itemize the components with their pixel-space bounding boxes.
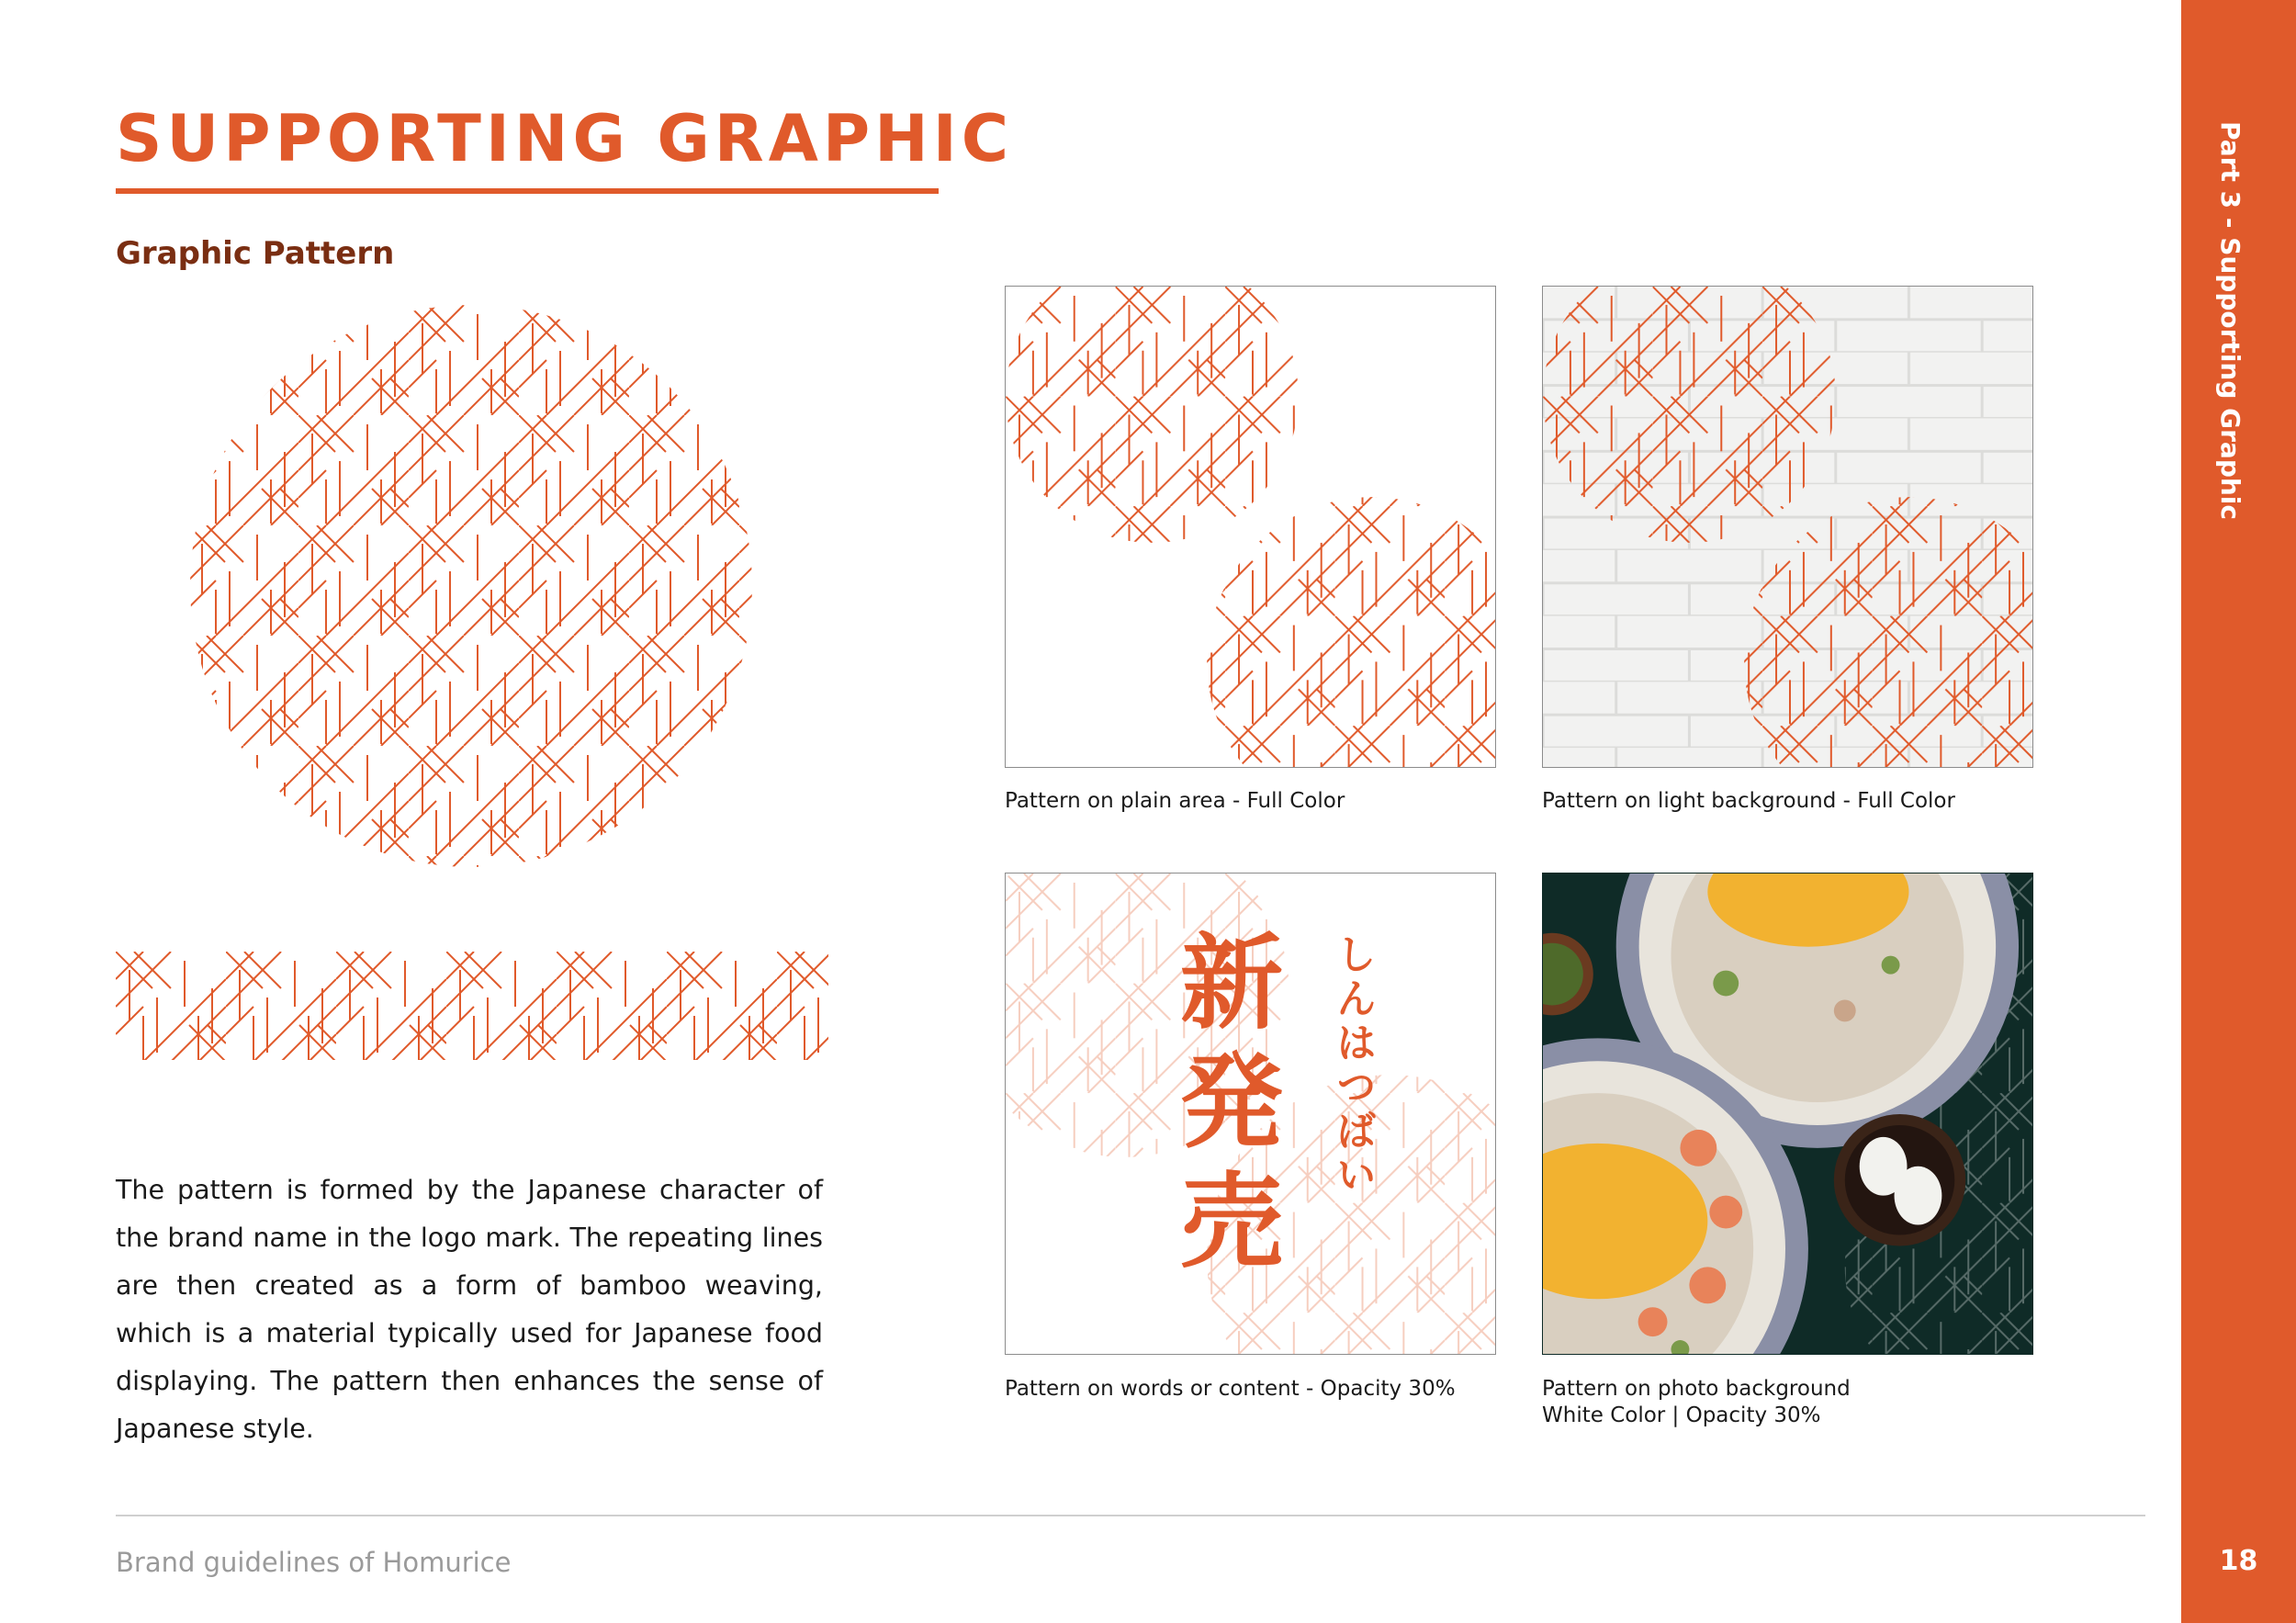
- circular-pattern-graphic: [188, 305, 755, 867]
- caption-words-content: Pattern on words or content - Opacity 30%: [1005, 1377, 1456, 1401]
- food-photo: [1543, 873, 2032, 1354]
- page-number: 18: [2219, 1545, 2258, 1577]
- brick-wall-background: [1543, 287, 2032, 767]
- caption-photo-background-line2: White Color | Opacity 30%: [1542, 1403, 1821, 1427]
- pattern-description: The pattern is formed by the Japanese character of the brand name in the logo mark. The repeating lines are then created as a form of bamboo weaving, which is a material typically used for Japanese food displaying. The pattern then enhances the sense of Japanese style.: [116, 1175, 823, 1444]
- section-label: Part 3 - Supporting Graphic: [2215, 121, 2245, 520]
- example-words-content: [1005, 873, 1496, 1355]
- footer-divider: [116, 1515, 2145, 1516]
- caption-plain-area: Pattern on plain area - Full Color: [1005, 789, 1345, 813]
- page-title: SUPPORTING GRAPHIC: [116, 101, 1014, 176]
- section-subtitle: Graphic Pattern: [116, 235, 395, 272]
- band-pattern-graphic: [116, 952, 828, 1060]
- egg-bowl-icon: [1834, 1114, 1965, 1245]
- kanji-headline: 新発売: [1180, 923, 1283, 1282]
- kana-reading: しんはつばい: [1329, 933, 1376, 1198]
- caption-light-background: Pattern on light background - Full Color: [1542, 789, 1955, 813]
- footer-brand-text: Brand guidelines of Homurice: [116, 1547, 512, 1578]
- example-photo-background: [1542, 873, 2033, 1355]
- title-underline: [116, 188, 939, 194]
- example-plain-area: [1005, 286, 1496, 768]
- example-light-background: [1542, 286, 2033, 768]
- caption-photo-background-line1: Pattern on photo background: [1542, 1377, 1851, 1401]
- pattern-circles: [1006, 287, 1495, 767]
